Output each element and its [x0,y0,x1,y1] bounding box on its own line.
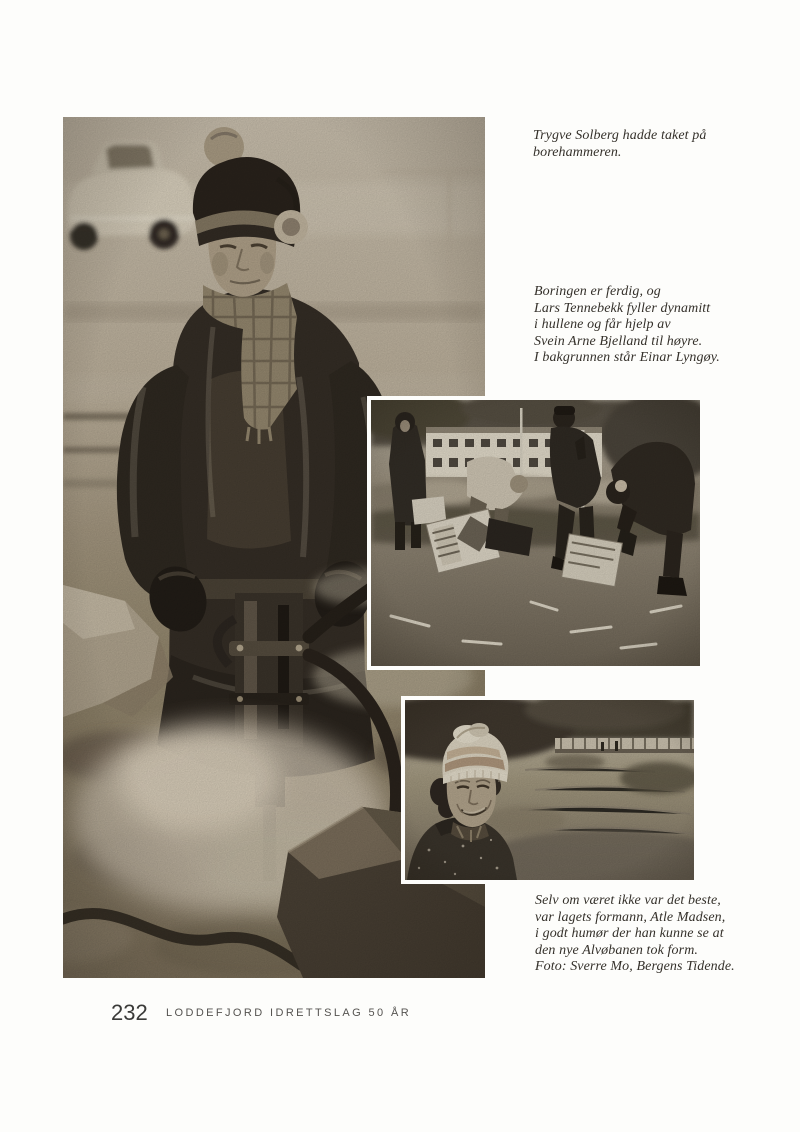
caption-dynamite [534,284,769,367]
caption-line: Svein Arne Bjelland til høyre. [534,333,703,349]
caption-line: i hullene og får hjelp av [534,317,671,332]
dynamite-crew-photo [367,396,704,670]
portrait-photo [401,696,698,884]
caption-line: var lagets formann, Atle Madsen, [535,909,726,925]
caption-line: borehammeren. [533,144,622,160]
page-number: 232 [111,1000,148,1025]
book-title: LODDEFJORD IDRETTSLAG 50 ÅR [166,1007,412,1019]
caption-line: Lars Tennebekk fyller dynamitt [534,300,711,316]
portrait-illustration [405,700,694,880]
page-footer [0,998,800,1028]
caption-line: Foto: Sverre Mo, Bergens Tidende. [535,959,735,974]
caption-line: i godt humør der han kunne se at [535,926,724,941]
caption-portrait [535,893,770,976]
dynamite-crew-illustration [371,400,700,666]
caption-line: den nye Alvøbanen tok form. [535,942,699,958]
caption-line: Selv om været ikke var det beste, [535,893,721,908]
caption-jackhammer [533,128,768,161]
caption-line: Boringen er ferdig, og [534,284,661,299]
caption-line: I bakgrunnen står Einar Lyngøy. [534,350,720,365]
caption-line: Trygve Solberg hadde taket på [533,128,707,143]
